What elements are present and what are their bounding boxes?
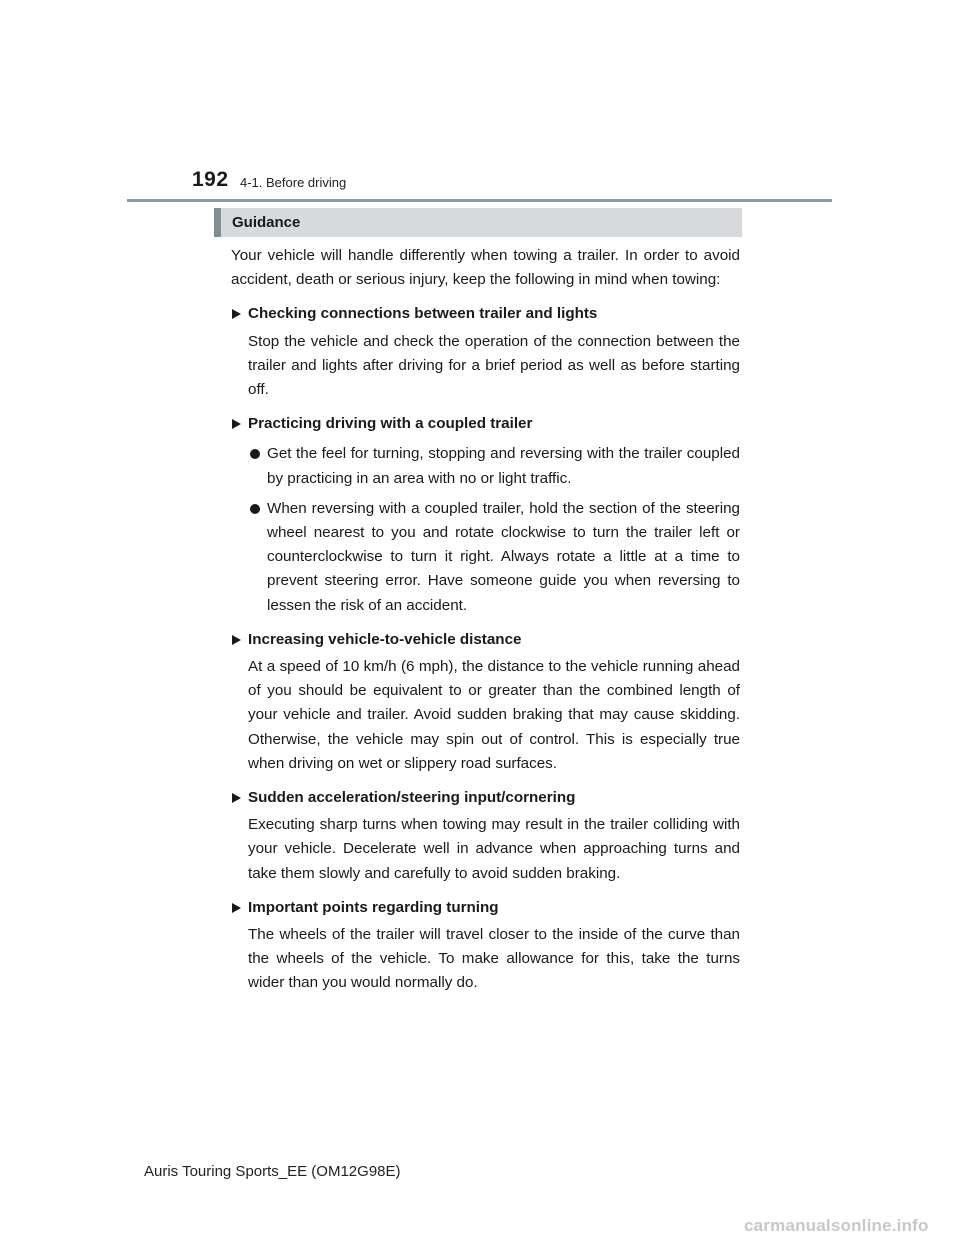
guidance-bar <box>214 208 742 237</box>
triangle-bullet-icon <box>232 419 241 429</box>
section-heading-practicing <box>231 412 740 436</box>
triangle-bullet-icon <box>232 793 241 803</box>
dot-bullet-icon <box>250 449 260 459</box>
section-text-connections: Stop the vehicle and check the operation of the connection between the trailer and lights after driving for a brief period as well as before starting off. <box>248 332 740 399</box>
triangle-bullet-icon <box>232 309 241 319</box>
section-heading-text: Sudden acceleration/steering input/cornering <box>248 789 576 807</box>
triangle-bullet-icon <box>232 903 241 913</box>
section-text-acceleration: Executing sharp turns when towing may result in the trailer colliding with your vehicle. Decelerate well in advance when approaching turns and take them slowly and carefully to avoid sudden braking. <box>248 816 740 882</box>
bullet-text: Get the feel for turning, stopping and reversing with the trailer coupled by practicing in an area with no or light traffic. <box>267 445 740 487</box>
section-heading-turning <box>231 896 740 920</box>
watermark: carmanualsonline.info <box>744 1216 929 1235</box>
bullet-item <box>231 497 740 618</box>
section-heading-text: Practicing driving with a coupled trailer <box>248 415 533 433</box>
triangle-bullet-icon <box>232 635 241 645</box>
section-heading-text: Increasing vehicle-to-vehicle distance <box>248 630 522 648</box>
dot-bullet-icon <box>250 504 260 514</box>
section-path: 4-1. Before driving <box>240 175 347 190</box>
section-text-turning: The wheels of the trailer will travel closer to the inside of the curve than the wheels of the vehicle. To make allowance for this, take the turns wider than you would normally do. <box>248 926 740 992</box>
guidance-intro: Your vehicle will handle differently when towing a trailer. In order to avoid accident, death or serious injury, keep the following in mind when towing: <box>231 247 740 289</box>
guidance-content <box>231 244 740 996</box>
header-rule <box>127 199 832 202</box>
footer-manual-name: Auris Touring Sports_EE (OM12G98E) <box>144 1163 401 1180</box>
bullet-text: When reversing with a coupled trailer, hold the section of the steering wheel nearest to you and rotate clockwise to turn the trailer left or counterclockwise to turn it right. Always rotate a little at a time to prevent steering error. Have someone guide you when reversing to lessen the risk of an accident. <box>267 499 740 614</box>
section-heading-text: Checking connections between trailer and lights <box>248 305 598 323</box>
section-heading-acceleration <box>231 786 740 810</box>
section-heading-distance <box>231 628 740 652</box>
page-number: 192 <box>192 168 229 191</box>
section-heading-connections <box>231 302 740 326</box>
guidance-title: Guidance <box>232 214 301 231</box>
section-text-distance: At a speed of 10 km/h (6 mph), the distance to the vehicle running ahead of you should be equivalent to or greater than the combined length of your vehicle and trailer. Avoid sudden braking that may cause skidding. Otherwise, the vehicle may spin out of control. This is especially true when driving on wet or slippery road surfaces. <box>248 658 740 772</box>
section-heading-text: Important points regarding turning <box>248 898 499 916</box>
bullet-item <box>231 442 740 490</box>
